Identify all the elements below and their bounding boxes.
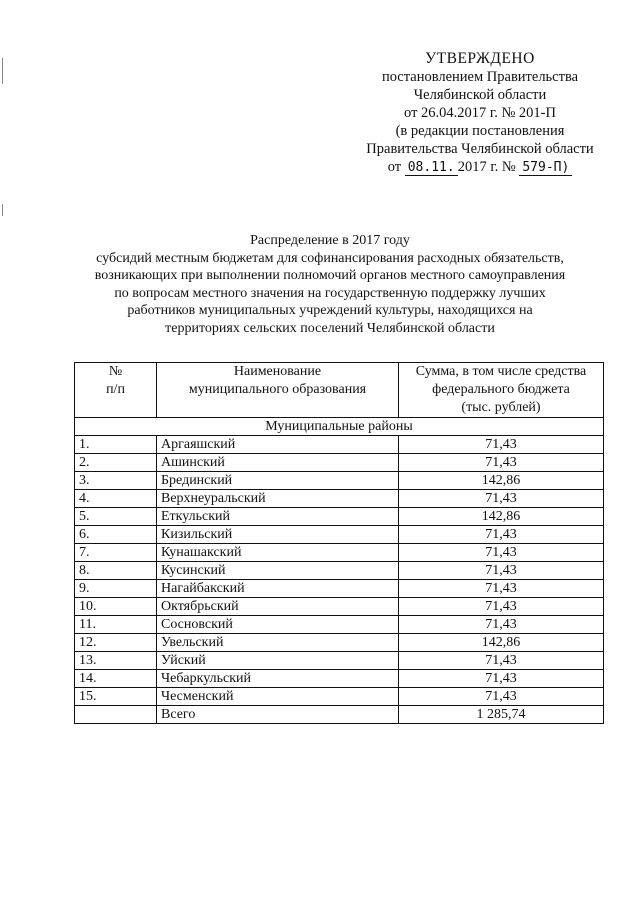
row-sum: 71,43	[399, 490, 604, 508]
table-row	[75, 598, 604, 616]
heading-line: работников муниципальных учреждений культуры, находящихся на	[127, 303, 533, 319]
row-number: 2.	[75, 454, 157, 472]
row-number: 5.	[75, 508, 157, 526]
row-number: 9.	[75, 580, 157, 598]
approval-date-line	[330, 158, 630, 177]
row-sum: 142,86	[399, 472, 604, 490]
table-row	[75, 526, 604, 544]
row-number: 12.	[75, 634, 157, 652]
row-name: Сосновский	[157, 616, 399, 634]
table-row	[75, 688, 604, 706]
row-number: 14.	[75, 670, 157, 688]
table-row	[75, 436, 604, 454]
row-number: 4.	[75, 490, 157, 508]
heading-line: субсидий местным бюджетам для софинансирования расходных обязательств,	[96, 250, 564, 266]
total-number	[75, 706, 157, 724]
row-sum: 71,43	[399, 580, 604, 598]
row-sum: 71,43	[399, 562, 604, 580]
row-name: Еткульский	[157, 508, 399, 526]
row-name: Верхнеуральский	[157, 490, 399, 508]
date-prefix: от	[387, 159, 402, 175]
row-number: 10.	[75, 598, 157, 616]
row-number: 11.	[75, 616, 157, 634]
total-sum: 1 285,74	[399, 706, 604, 724]
row-name: Брединский	[157, 472, 399, 490]
header-number: № п/п	[75, 363, 157, 418]
row-sum: 142,86	[399, 634, 604, 652]
approval-line: Челябинской области	[413, 87, 547, 103]
row-name: Чебаркульский	[157, 670, 399, 688]
row-name: Чесменский	[157, 688, 399, 706]
row-name: Октябрьский	[157, 598, 399, 616]
row-name: Ашинский	[157, 454, 399, 472]
row-sum: 71,43	[399, 526, 604, 544]
document-heading	[60, 232, 600, 338]
table-row	[75, 616, 604, 634]
row-sum: 71,43	[399, 652, 604, 670]
table-row	[75, 670, 604, 688]
table-row	[75, 580, 604, 598]
row-number: 7.	[75, 544, 157, 562]
row-sum: 71,43	[399, 688, 604, 706]
row-number: 3.	[75, 472, 157, 490]
row-sum: 71,43	[399, 544, 604, 562]
row-sum: 71,43	[399, 598, 604, 616]
subsidy-table	[74, 362, 604, 724]
table-row	[75, 508, 604, 526]
scan-edge-mark	[2, 58, 3, 84]
heading-line: возникающих при выполнении полномочий органов местного самоуправления	[94, 268, 566, 284]
row-name: Уйский	[157, 652, 399, 670]
date-middle: 2017 г. №	[457, 159, 516, 175]
header-sum: Сумма, в том числе средства федерального бюджета (тыс. рублей)	[399, 363, 604, 418]
row-name: Кизильский	[157, 526, 399, 544]
table-row	[75, 454, 604, 472]
row-number: 15.	[75, 688, 157, 706]
table-row	[75, 472, 604, 490]
approval-line: (в редакции постановления	[395, 123, 565, 139]
approval-line: Правительства Челябинской области	[366, 141, 594, 157]
row-sum: 142,86	[399, 508, 604, 526]
row-sum: 71,43	[399, 670, 604, 688]
row-name: Кунашакский	[157, 544, 399, 562]
total-label: Всего	[157, 706, 399, 724]
approval-line: постановлением Правительства	[381, 69, 579, 85]
approval-title: УТВЕРЖДЕНО	[425, 50, 535, 67]
row-sum: 71,43	[399, 616, 604, 634]
table-row	[75, 562, 604, 580]
heading-line: по вопросам местного значения на государственную поддержку лучших	[114, 285, 546, 301]
approval-stamp	[330, 50, 630, 177]
row-name: Увельский	[157, 634, 399, 652]
row-name: Кусинский	[157, 562, 399, 580]
handwritten-number: 579-П)	[519, 160, 572, 176]
table-row	[75, 490, 604, 508]
handwritten-date: 08.11.	[405, 160, 458, 176]
row-number: 6.	[75, 526, 157, 544]
section-row	[75, 418, 604, 436]
approval-line: от 26.04.2017 г. № 201-П	[404, 105, 556, 121]
section-label: Муниципальные районы	[75, 418, 604, 436]
table-row	[75, 634, 604, 652]
scan-edge-mark	[2, 204, 3, 216]
heading-line: Распределение в 2017 году	[250, 233, 410, 248]
row-name: Аргаяшский	[157, 436, 399, 454]
header-name: Наименование муниципального образования	[157, 363, 399, 418]
table-row	[75, 544, 604, 562]
total-row	[75, 706, 604, 724]
heading-line: территориях сельских поселений Челябинской области	[165, 320, 495, 336]
table-row	[75, 652, 604, 670]
row-name: Нагайбакский	[157, 580, 399, 598]
row-number: 13.	[75, 652, 157, 670]
row-sum: 71,43	[399, 436, 604, 454]
row-number: 1.	[75, 436, 157, 454]
row-sum: 71,43	[399, 454, 604, 472]
table-header-row	[75, 363, 604, 418]
row-number: 8.	[75, 562, 157, 580]
